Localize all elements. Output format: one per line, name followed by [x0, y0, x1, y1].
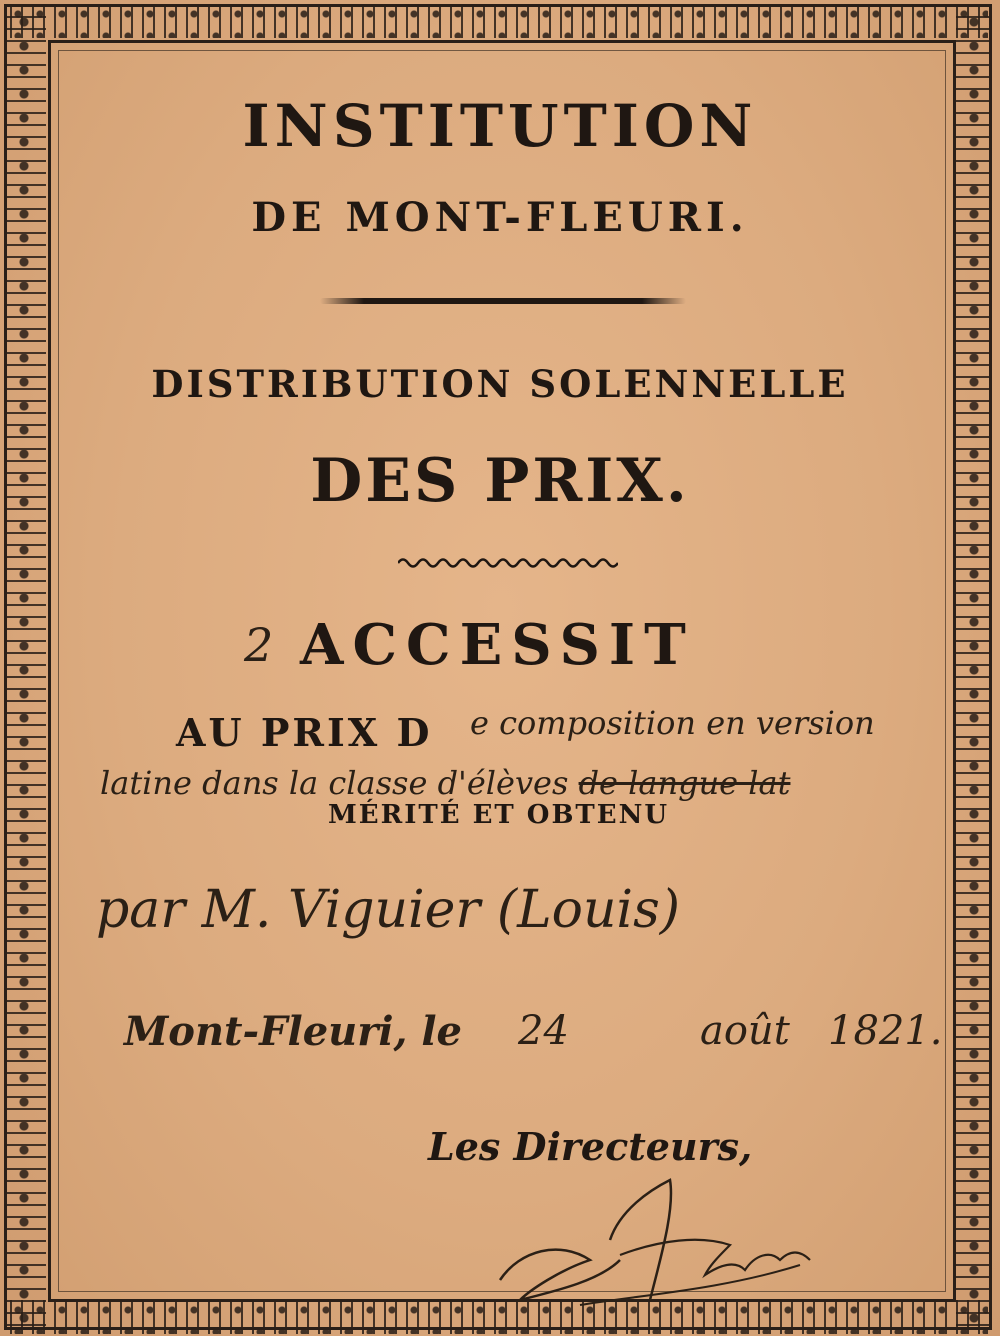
prize-prefix: AU PRIX D [176, 710, 433, 755]
award-type: ACCESSIT [300, 612, 695, 678]
signatory-label: Les Directeurs, [428, 1124, 753, 1169]
event-subtitle: DES PRIX. [310, 446, 690, 516]
prize-subject-handwritten: e composition en version [470, 704, 875, 742]
prize-class-handwritten [100, 764, 790, 802]
date-year: 1821. [828, 1008, 943, 1054]
place-prefix: Mont-Fleuri, le [124, 1008, 463, 1055]
institution-name: DE MONT-FLEURI. [251, 194, 749, 241]
recipient-handwritten: par M. Viguier (Louis) [96, 880, 681, 940]
institution-title: INSTITUTION [242, 92, 758, 160]
director-signature [490, 1170, 830, 1320]
award-number-handwritten: 2 [244, 618, 274, 672]
prize-class-struck-text: de langue lat [578, 764, 791, 802]
event-title: DISTRIBUTION SOLENNELLE [151, 362, 849, 406]
prize-class-text: latine dans la classe d'élèves [100, 764, 579, 802]
ornament-squiggle [398, 556, 618, 570]
ornamental-border-top [10, 4, 988, 38]
date-day: 24 [518, 1008, 569, 1054]
divider-rule [320, 298, 686, 304]
merit-line: MÉRITÉ ET OBTENU [328, 800, 670, 830]
date-month: août [700, 1008, 790, 1054]
